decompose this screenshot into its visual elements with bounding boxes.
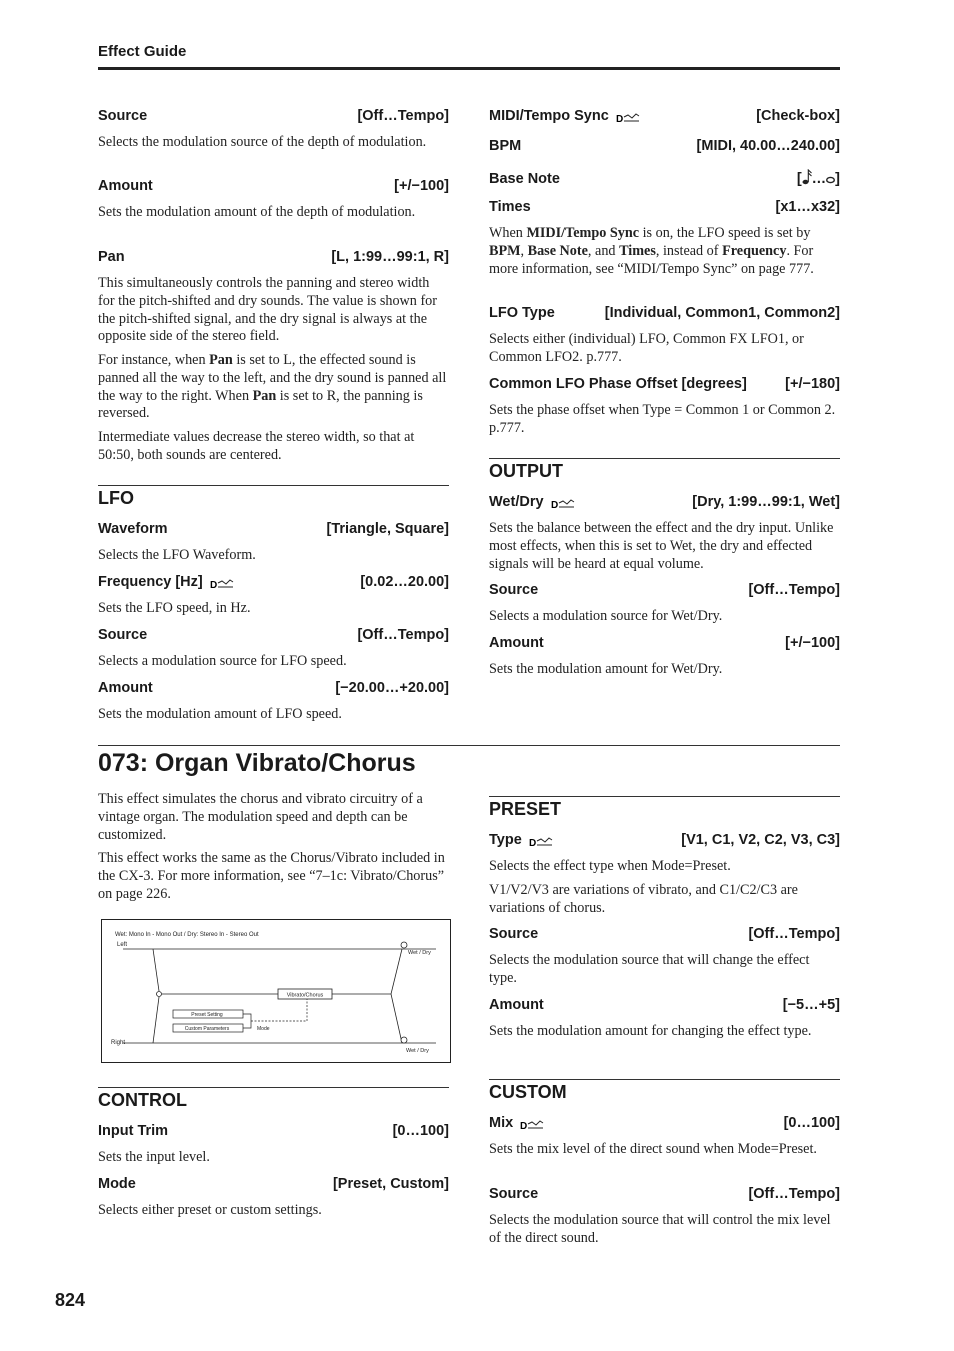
param-wet-dry (489, 494, 840, 510)
effect-intro: This effect works the same as the Chorus/Vibrato included in the CX-3. For more information, see “7–1c: Vibrato/Chorus” on page 226. (98, 850, 445, 902)
param-source (98, 108, 449, 124)
svg-text:Custom Parameters: Custom Parameters (184, 1026, 230, 1032)
param-range: [Triangle, Square] (326, 521, 449, 537)
param-name: Source (98, 108, 148, 124)
param-name: Type (489, 832, 522, 848)
param-description: Sets the input level. (98, 1149, 210, 1165)
param-description: For instance, when Pan is set to L, the effected sound is panned all the way to the left, and the dry sound is panned all the way to the right. When Pan is set to R, the panning is reversed. (98, 352, 447, 422)
param-range: [+/−180] (785, 376, 840, 392)
param-description: Sets the mix level of the direct sound when Mode=Preset. (489, 1141, 817, 1157)
section-rule (489, 796, 840, 797)
param-lfo-type (489, 305, 840, 321)
page-number: 824 (55, 1290, 86, 1310)
param-range: [−20.00…+20.00] (335, 680, 449, 696)
param-bpm (489, 138, 840, 154)
param-name: Source (489, 582, 539, 598)
section-rule (489, 1079, 840, 1080)
param-description: Selects either (individual) LFO, Common FX LFO1, or Common LFO2. p.777. (489, 331, 804, 365)
effect-intro: This effect simulates the chorus and vibrato circuitry of a vintage organ. The modulation speed and depth can be customized. (98, 791, 423, 843)
section-heading-output: OUTPUT (489, 461, 563, 481)
param-description: Sets the modulation amount for Wet/Dry. (489, 661, 723, 677)
section-heading-preset: PRESET (489, 799, 562, 819)
param-name: Common LFO Phase Offset [degrees] (489, 376, 747, 392)
param-description: Selects the modulation source that will control the mix level of the direct sound. (489, 1212, 831, 1246)
dmod-icon (551, 498, 575, 509)
svg-text:Left: Left (117, 942, 128, 948)
param-range: [V1, C1, V2, C2, V3, C3] (681, 832, 840, 848)
section-rule (98, 485, 449, 486)
param-name: Times (489, 199, 531, 215)
param-mode (98, 1176, 449, 1192)
param-name: Amount (98, 680, 153, 696)
svg-text:Mode: Mode (257, 1026, 270, 1032)
section-heading-custom: CUSTOM (489, 1082, 567, 1102)
dmod-icon (616, 112, 640, 123)
param-name: Source (489, 1186, 539, 1202)
param-source (489, 1186, 840, 1202)
param-range: [−5…+5] (782, 997, 840, 1013)
diagram-top-label: Wet: Mono In - Mono Out / Dry: Stereo In - Stereo Out (115, 932, 259, 938)
param-source (489, 582, 840, 598)
param-name: Pan (98, 249, 125, 265)
param-range: [MIDI, 40.00…240.00] (696, 138, 840, 154)
param-name: BPM (489, 138, 522, 154)
param-times (489, 199, 840, 215)
section-heading-control: CONTROL (98, 1090, 187, 1110)
param-range: [Dry, 1:99…99:1, Wet] (692, 494, 840, 510)
param-waveform (98, 521, 449, 537)
param-name: Amount (489, 635, 544, 651)
param-description: Selects a modulation source for Wet/Dry. (489, 608, 723, 624)
svg-text:D: D (520, 1120, 528, 1130)
param-name: Mode (98, 1176, 136, 1192)
svg-text:Preset Setting: Preset Setting (191, 1012, 223, 1018)
section-rule (489, 458, 840, 459)
param-range: [Off…Tempo] (748, 1186, 840, 1202)
param-range: [x1…x32] (775, 199, 840, 215)
dmod-icon (520, 1119, 544, 1130)
param-range: [Off…Tempo] (748, 926, 840, 942)
param-name: Waveform (98, 521, 168, 537)
param-name: MIDI/Tempo Sync (489, 108, 609, 124)
param-description: Intermediate values decrease the stereo width, so that at 50:50, both sounds are centered. (98, 429, 415, 463)
svg-text:Vibrato/Chorus: Vibrato/Chorus (286, 992, 324, 999)
param-description: Sets the modulation amount of the depth of modulation. (98, 204, 416, 220)
param-description: Sets the LFO speed, in Hz. (98, 600, 251, 616)
svg-text:Wet / Dry: Wet / Dry (406, 1048, 429, 1054)
param-range: [ … ] (796, 171, 840, 187)
param-description: Selects the LFO Waveform. (98, 547, 256, 563)
dmod-icon (529, 836, 553, 847)
param-midi-tempo-sync (489, 108, 840, 124)
param-amount (489, 635, 840, 651)
param-type (489, 832, 840, 848)
param-amount (98, 680, 449, 696)
param-range: [0.02…20.00] (360, 574, 449, 590)
signal-flow-diagram (101, 919, 451, 1063)
param-amount (489, 997, 840, 1013)
header-rule (98, 67, 840, 70)
effect-title: 073: Organ Vibrato/Chorus (98, 749, 416, 777)
svg-text:Right: Right (111, 1040, 126, 1046)
param-range: [+/−100] (394, 178, 449, 194)
param-description: V1/V2/V3 are variations of vibrato, and C1/C2/C3 are variations of chorus. (489, 882, 798, 916)
param-description: Sets the modulation amount of LFO speed. (98, 706, 342, 722)
param-range: [Check-box] (756, 108, 840, 124)
effect-rule (98, 745, 840, 746)
param-range: [Individual, Common1, Common2] (604, 305, 840, 321)
section-heading-lfo: LFO (98, 488, 134, 508)
param-description: This simultaneously controls the panning and stereo width for the pitch-shifted and dry sounds. The value is shown for the pitch-shifted signal, and the dry signal is always at the opposite side of the stereo field. (98, 275, 437, 345)
whole-note-icon (826, 174, 835, 184)
param-name: Amount (98, 178, 153, 194)
param-range: [Off…Tempo] (357, 627, 449, 643)
param-name: Source (98, 627, 148, 643)
param-description: Selects the effect type when Mode=Preset. (489, 858, 731, 874)
param-input-trim (98, 1123, 449, 1139)
svg-text:D: D (615, 113, 624, 123)
param-name: Input Trim (98, 1123, 169, 1139)
svg-text:D: D (528, 837, 537, 847)
param-source (489, 926, 840, 942)
param-description: Selects the modulation source of the depth of modulation. (98, 134, 427, 150)
svg-text:D: D (550, 499, 558, 509)
param-source (98, 627, 449, 643)
param-description: Selects either preset or custom settings. (98, 1202, 322, 1218)
param-mix (489, 1115, 840, 1131)
param-amount (98, 178, 449, 194)
param-description: When MIDI/Tempo Sync is on, the LFO speed is set by BPM, Base Note, and Times, instead of Frequency. For more information, see “MIDI/Tempo Sync” on page 777. (489, 225, 814, 277)
param-name: Wet/Dry (489, 494, 544, 510)
section-rule (98, 1087, 449, 1088)
param-name: Amount (489, 997, 544, 1013)
param-description: Selects the modulation source that will change the effect type. (489, 952, 810, 986)
param-name: Mix (489, 1115, 514, 1131)
param-name: Source (489, 926, 539, 942)
svg-text:Wet / Dry: Wet / Dry (408, 950, 431, 956)
param-description: Sets the phase offset when Type = Common 1 or Common 2. p.777. (489, 402, 836, 436)
param-base-note (489, 169, 840, 187)
param-range: [0…100] (392, 1123, 449, 1139)
dmod-icon (210, 578, 234, 589)
param-name: LFO Type (489, 305, 555, 321)
param-range: [Off…Tempo] (748, 582, 840, 598)
sixteenth-note-icon (802, 169, 812, 185)
param-lfo-phase-offset (489, 376, 840, 392)
param-range: [0…100] (783, 1115, 840, 1131)
param-range: [L, 1:99…99:1, R] (331, 249, 449, 265)
param-description: Sets the modulation amount for changing the effect type. (489, 1023, 812, 1039)
param-pan (98, 249, 449, 265)
svg-text:D: D (209, 579, 217, 589)
param-name: Base Note (489, 171, 560, 187)
param-range: [Preset, Custom] (332, 1176, 449, 1192)
param-description: Sets the balance between the effect and the dry input. Unlike most effects, when this is set to Wet, the dry and effected signals will be heard at equal volume. (489, 520, 834, 572)
param-name: Frequency [Hz] (98, 574, 203, 590)
param-range: [+/−100] (785, 635, 840, 651)
param-range: [Off…Tempo] (357, 108, 449, 124)
param-frequency (98, 574, 449, 590)
page-header-title: Effect Guide (98, 43, 187, 60)
param-description: Selects a modulation source for LFO speed. (98, 653, 347, 669)
